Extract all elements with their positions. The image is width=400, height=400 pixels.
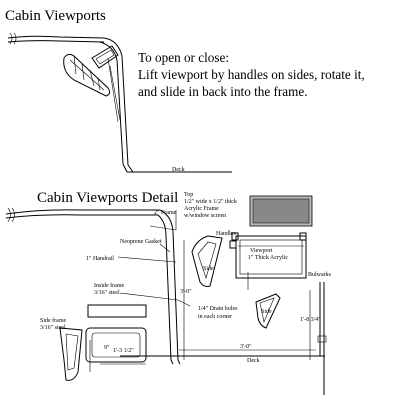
label-handles: Handles [216, 231, 236, 237]
label-inside-frame-1: Inside frame [94, 283, 125, 289]
label-top-frame-3: Acrylic Frame [184, 206, 219, 212]
label-top-frame-2: 1/2" wide x 1/2" thick [184, 199, 237, 205]
label-drain-2: in each corner [198, 314, 232, 320]
instruction-line-2: Lift viewport by handles on sides, rotate it, [138, 67, 365, 82]
dim-1-3: 1'-3 1/2" [113, 348, 134, 354]
side-piece-a [192, 236, 222, 287]
label-two-frame: 2" Frame [154, 210, 177, 216]
dim-9: 9" [104, 345, 110, 351]
label-inside-frame-2: 3/16" steel [94, 290, 120, 296]
label-side-frame-1: Side frame [40, 318, 67, 324]
label-top-frame-1: Top [184, 192, 194, 198]
label-top-frame-4: w/window screen [184, 213, 227, 219]
dim-bulwark: 1'-8 3/4" [300, 317, 321, 323]
label-side-b: Side [261, 309, 272, 315]
label-handrail: 1" Handrail [86, 256, 114, 262]
instructions [138, 50, 365, 99]
detail-cabin-profile [6, 208, 325, 364]
dim-width: 3'-0" [240, 344, 252, 350]
dim-height: 3'-0" [180, 289, 192, 295]
instruction-line-1: To open or close: [138, 50, 229, 65]
detail-title: Cabin Viewports Detail [37, 190, 179, 206]
label-side-frame-2: 3/16" steel [40, 325, 66, 331]
top-acrylic-frame [250, 196, 312, 226]
label-drain-1: 1/4" Drain holes [198, 306, 238, 312]
label-gasket: Neoprene Gasket [120, 239, 162, 245]
bulwarks [318, 282, 326, 395]
top-title: Cabin Viewports [5, 8, 106, 24]
instruction-line-3: and slide in back into the frame. [138, 84, 308, 99]
top-deck-label: Deck [172, 167, 185, 173]
label-viewport-2: 1" Thick Acrylic [248, 255, 288, 261]
label-viewport-1: Viewport [250, 248, 273, 254]
label-detail-deck: Deck [247, 358, 260, 364]
side-frame-piece [60, 328, 82, 380]
label-side-a: Side [203, 266, 214, 272]
label-bulwarks: Bulwarks [308, 272, 331, 278]
